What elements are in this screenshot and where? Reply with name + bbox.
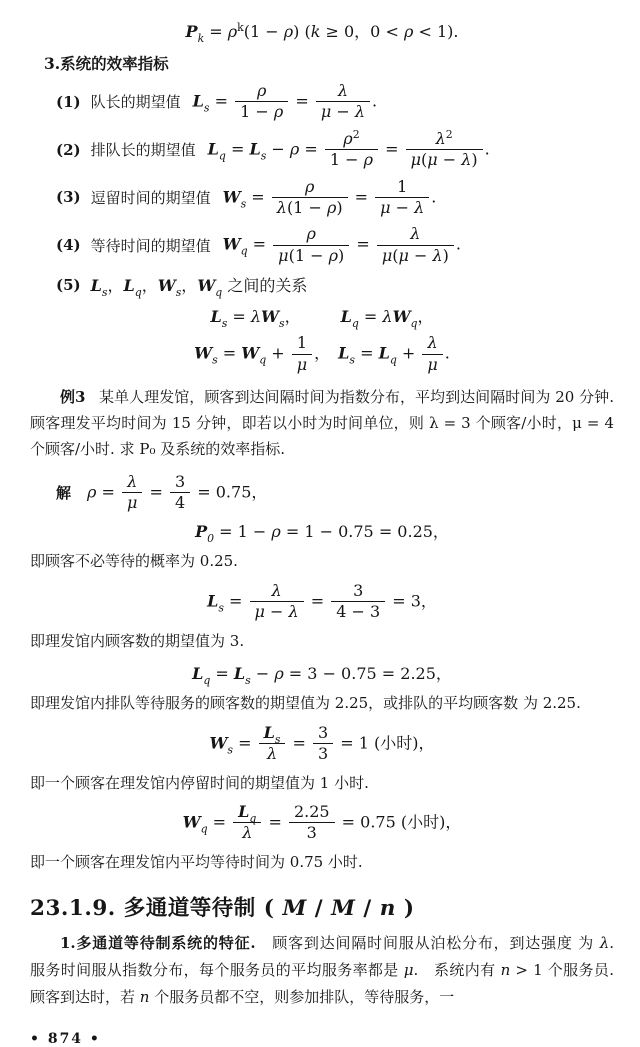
item-label: (4) (56, 236, 81, 255)
efficiency-item-1 (30, 82, 614, 122)
solution-line (30, 473, 614, 513)
item-label: (3) (56, 188, 81, 207)
formula-wq: $W_q$ = $\frac{\rho}{\mu(1 - \rho)}$ = $\frac{\lambda}{\mu(\mu - \lambda)}$ . (222, 224, 461, 265)
formula-ws-value: $W_s$ = $\frac{L_s}{\lambda}$ = $\frac{3}{3}$ = 1 (小时)， (209, 722, 435, 764)
relations-title-formula: $L_s$，$L_q$，$W_s$，$W_q$ 之间的关系 (90, 276, 308, 300)
mmn-characteristics-paragraph: 1.多通道等待制系统的特征. 顾客到达间隔时间服从泊松分布，到达强度 为 λ. 服务时间服从指数分布，每个服务员的平均服务率都是 μ. 系统内有 n > 1 个服务员. 顾客到达时，若 n 个服务员都不空，则参加排队，等待服务，一 (30, 934, 630, 1007)
page-number: • 874 • (30, 1031, 101, 1047)
efficiency-item-2 (30, 127, 614, 170)
formula-pk: $P_k = \rho^k(1 - \rho) (k \ge 0$，0 < ρ < 1). (185, 21, 459, 45)
formula-ls: $L_s$ = $\frac{\rho}{1 - \rho}$ = $\frac{\lambda}{\mu - \lambda}$ . (192, 81, 378, 122)
note-p0: 即顾客不必等待的概率为 0.25. (30, 552, 238, 571)
example-body: 某单人理发馆，顾客到达间隔时间为指数分布，平均到达间隔时间为 20 分钟. 顾客理发平均时间为 15 分钟，即若以小时为时间单位，则 λ = 3 个顾客/小时，μ = 4 个顾客/小时. 求 P₀ 及系统的效率指标. (30, 387, 614, 459)
item-label: (5) (56, 275, 81, 294)
formula-lq-value: $L_q = L_s - \rho = 3 - 0.75 = 2.25$， (192, 664, 452, 688)
formula-p0: $P_0 = 1 - \rho = 1 - 0.75 = 0.25$， (195, 522, 449, 546)
note-ws: 即一个顾客在理发馆内停留时间的期望值为 1 小时. (30, 773, 369, 792)
note-lq: 即理发馆内排队等待服务的顾客数的期望值为 2.25，或排队的平均顾客数 为 2.25. (30, 694, 581, 713)
item-text: 逗留时间的期望值 (90, 188, 211, 207)
item-label: (1) (56, 92, 81, 111)
relations-line-1: $L_s = \lambda W_s$， $L_q = \lambda W_q$， (210, 307, 434, 331)
relations-line-2: $W_s = W_q$ + $\frac{1}{\mu}$ ， $L_s = L_q$ + $\frac{\lambda}{\mu}$ . (194, 333, 450, 374)
item-text: 等待时间的期望值 (90, 236, 211, 255)
example-3-paragraph (30, 384, 614, 463)
item-text: 队长的期望值 (90, 93, 181, 112)
section-heading-efficiency: 3.系统的效率指标 (44, 54, 169, 73)
item-text: 排队长的期望值 (90, 141, 196, 160)
efficiency-item-3 (30, 178, 614, 218)
item-label: (2) (56, 140, 81, 159)
section-heading-2319: 23.1.9. 多通道等待制 ( M / M / n ) (30, 896, 415, 922)
example-label: 例3 (60, 387, 86, 406)
formula-wq-value: $W_q$ = $\frac{L_q}{\lambda}$ = $\frac{2.25}{3}$ = 0.75 (小时)， (182, 802, 462, 843)
efficiency-item-4 (30, 225, 614, 265)
formula-ls-value: $L_s$ = $\frac{\lambda}{\mu - \lambda}$ = $\frac{3}{4 - 3}$ = 3， (207, 580, 437, 622)
efficiency-item-5 (30, 273, 614, 300)
formula-ws: $W_s$ = $\frac{\rho}{\lambda(1 - \rho)}$ = $\frac{1}{\mu - \lambda}$ . (222, 176, 437, 217)
formula-rho: ρ = $\frac{\lambda}{\mu}$ = $\frac{3}{4}$ = 0.75， (87, 471, 268, 513)
solve-label: 解 (56, 484, 72, 503)
note-ls: 即理发馆内顾客数的期望值为 3. (30, 631, 245, 650)
note-wq: 即一个顾客在理发馆内平均等待时间为 0.75 小时. (30, 852, 363, 871)
formula-lq: $L_q = L_s - \rho$ = $\frac{\rho^2}{1 - \rho}$ = $\frac{\lambda^2}{\mu(\mu - \lambda)}$ . (207, 127, 490, 170)
